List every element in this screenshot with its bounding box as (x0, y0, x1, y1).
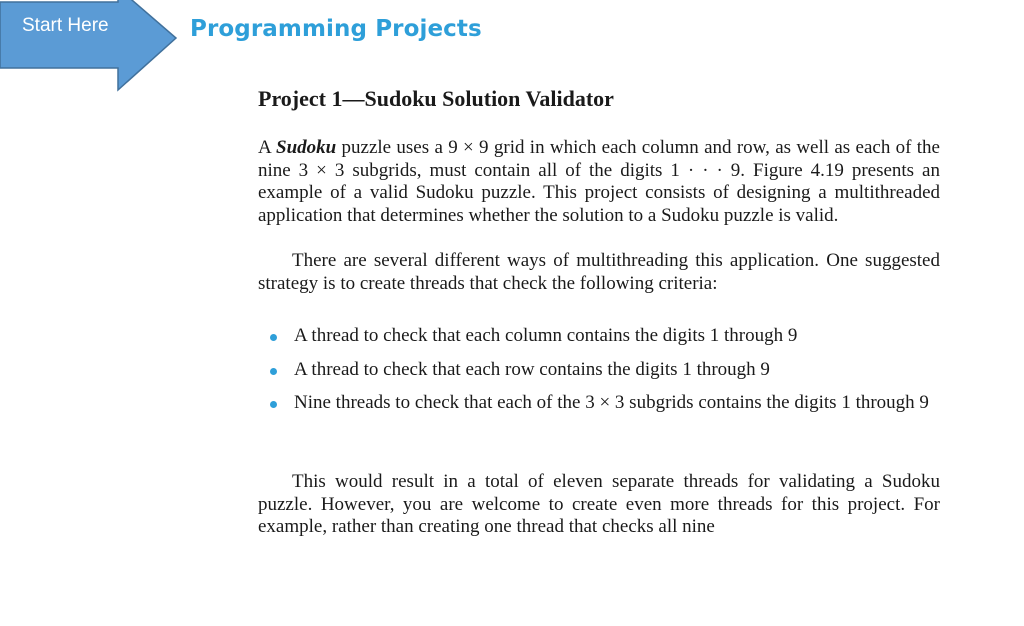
project-heading: Project 1—Sudoku Solution Validator (258, 86, 614, 111)
list-item (258, 325, 940, 348)
criteria-list (258, 325, 940, 426)
start-here-callout (0, 0, 180, 94)
sudoku-term: Sudoku (276, 137, 337, 158)
intro-lead: A (258, 137, 276, 158)
list-item-text: Nine threads to check that each of the 3 × 3 subgrids contains the digits 1 through 9 (294, 392, 929, 413)
list-item (258, 359, 940, 382)
page-title: Programming Projects (190, 16, 482, 42)
list-item-text: A thread to check that each row contains the digits 1 through 9 (294, 358, 770, 380)
intro-paragraph (258, 137, 940, 227)
intro-rest: puzzle uses a 9 × 9 grid in which each column and row, as well as each of the nine 3 × 3 subgrids, must contain all of the digits 1 · · · 9. Figure 4.19 presents an example of a valid Sudoku puzzle. This project consists of designing a multithreaded application that determines whether the solution to a Sudoku puzzle is valid. (258, 137, 940, 226)
list-item (258, 392, 940, 415)
summary-paragraph: This would result in a total of eleven separate threads for validating a Sudoku puzzle. However, you are welcome to create even more threads for this project. For example, rather than creating one thread that checks all nine (258, 471, 940, 537)
bullet-icon (270, 368, 277, 375)
list-item-text: A thread to check that each column contains the digits 1 through 9 (294, 325, 798, 346)
start-here-label: Start Here (22, 15, 109, 36)
strategy-paragraph: There are several different ways of multithreading this application. One suggested strategy is to create threads that check the following criteria: (258, 250, 940, 294)
bullet-icon (270, 401, 277, 408)
bullet-icon (270, 334, 277, 341)
